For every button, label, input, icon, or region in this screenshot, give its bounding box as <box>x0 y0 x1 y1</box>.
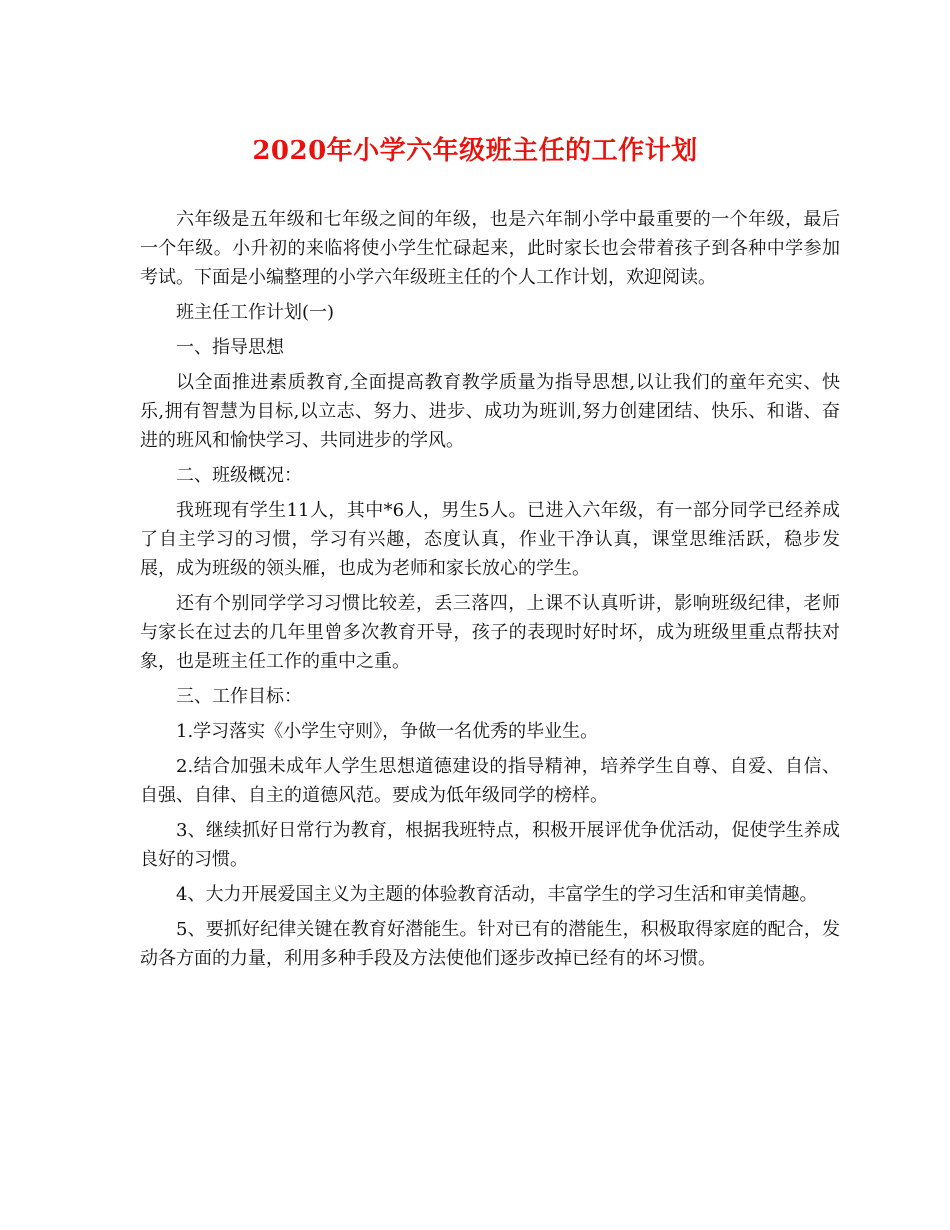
guiding-ideology-paragraph: 以全面推进素质教育,全面提高教育教学质量为指导思想,以让我们的童年充实、快乐,拥有智慧为目标,以立志、努力、进步、成功为班训,努力创建团结、快乐、和谐、奋进的班风和愉快学习、共同进步的学风。 <box>140 372 840 451</box>
section-heading-class-overview: 二、班级概况： <box>176 465 302 486</box>
goal-item-2: 2.结合加强未成年人学生思想道德建设的指导精神，培养学生自尊、自爱、自信、自强、自律、自主的道德风范。要成为低年级同学的榜样。 <box>140 756 840 806</box>
page-title: 2020年小学六年级班主任的工作计划 <box>252 136 698 166</box>
goal-item-1: 1.学习落实《小学生守则》，争做一名优秀的毕业生。 <box>176 721 599 742</box>
class-overview-paragraph-2: 还有个别同学学习习惯比较差，丢三落四，上课不认真听讲，影响班级纪律，老师与家长在过去的几年里曾多次教育开导，孩子的表现时好时坏，成为班级里重点帮扶对象，也是班主任工作的重中之重。 <box>140 593 840 672</box>
document-body <box>140 205 840 973</box>
goal-item-4: 4、大力开展爱国主义为主题的体验教育活动，丰富学生的学习生活和审美情趣。 <box>176 884 818 905</box>
goal-item-5: 5、要抓好纪律关键在教育好潜能生。针对已有的潜能生，积极取得家庭的配合，发动各方面的力量，利用多种手段及方法使他们逐步改掉已经有的坏习惯。 <box>140 919 840 969</box>
intro-paragraph: 六年级是五年级和七年级之间的年级，也是六年制小学中最重要的一个年级，最后一个年级。小升初的来临将使小学生忙碌起来，此时家长也会带着孩子到各种中学参加考试。下面是小编整理的小学六年级班主任的个人工作计划，欢迎阅读。 <box>140 209 840 288</box>
plan-heading: 班主任工作计划(一) <box>176 302 335 323</box>
class-overview-paragraph: 我班现有学生11人，其中*6人，男生5人。已进入六年级，有一部分同学已经养成了自主学习的习惯，学习有兴趣，态度认真，作业干净认真，课堂思维活跃，稳步发展，成为班级的领头雁，也成为老师和家长放心的学生。 <box>140 500 840 579</box>
section-heading-work-goals: 三、工作目标： <box>176 686 302 707</box>
section-heading-guiding-ideology: 一、指导思想 <box>176 337 284 358</box>
goal-item-3: 3、继续抓好日常行为教育，根据我班特点，积极开展评优争优活动，促使学生养成良好的习惯。 <box>140 820 840 870</box>
